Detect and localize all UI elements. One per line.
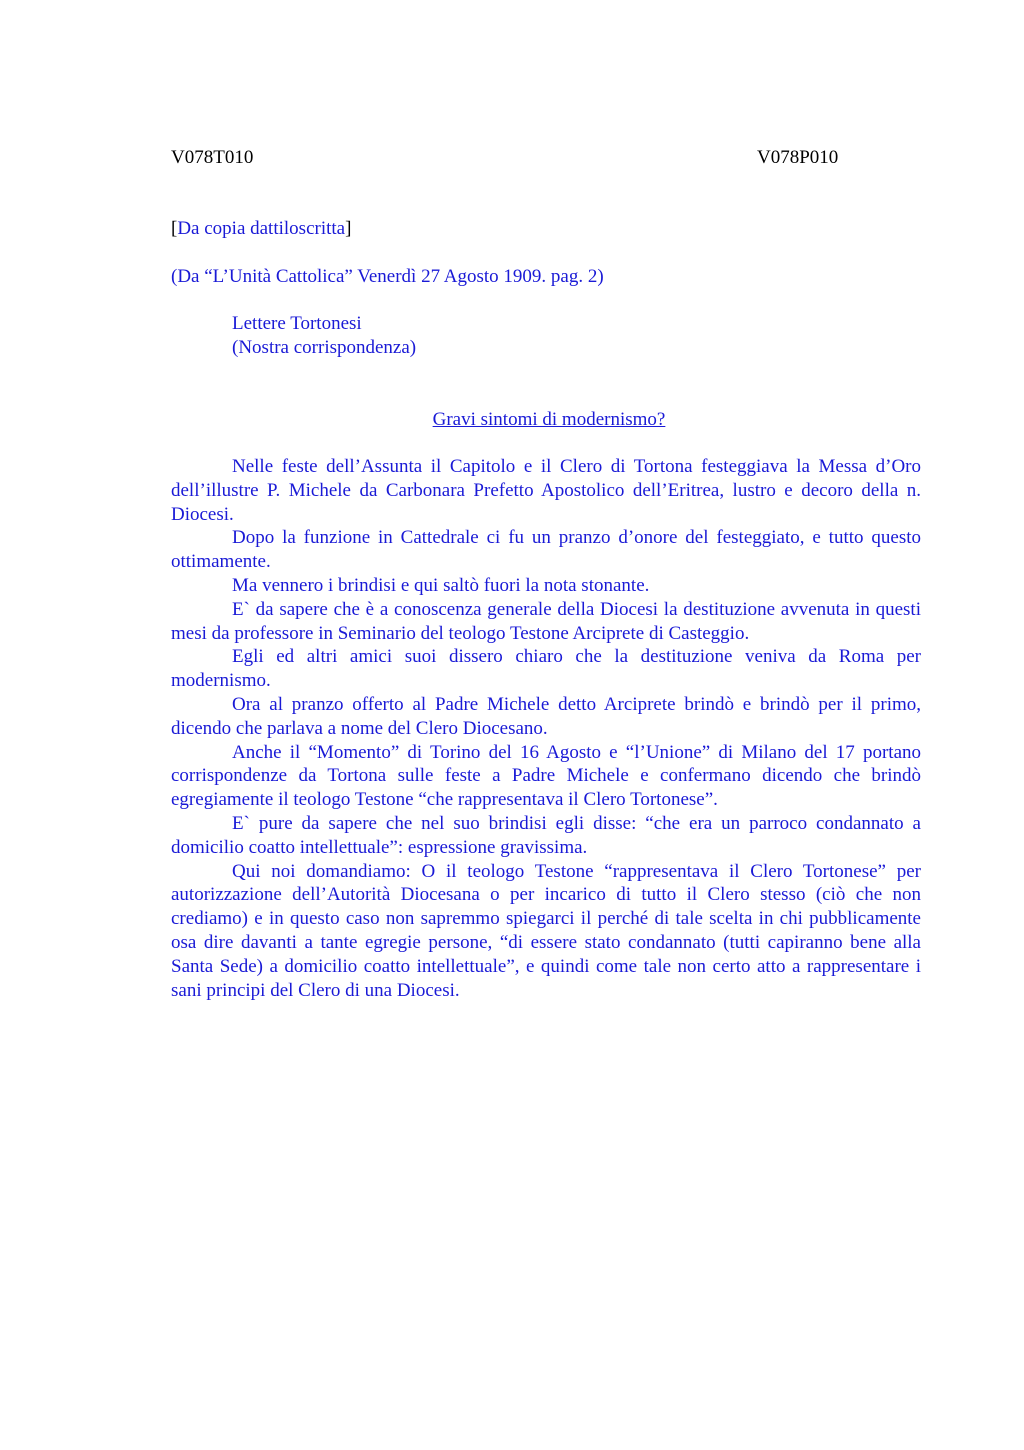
paragraph: E` pure da sapere che nel suo brindisi egli disse: “che era un parroco condannato a domicilio coatto intellettuale”: espressione gravissima.: [171, 812, 921, 858]
section-heading: Lettere Tortonesi: [232, 313, 362, 334]
source-note-text: Da copia dattiloscritta: [177, 218, 346, 239]
section-subheading: (Nostra corrispondenza): [232, 337, 417, 358]
paragraph: E` da sapere che è a conoscenza generale della Diocesi la destituzione avvenuta in questi mesi da professore in Seminario del teologo Testone Arciprete di Casteggio.: [171, 598, 921, 644]
paragraph: Ma vennero i brindisi e qui saltò fuori la nota stonante.: [232, 574, 650, 596]
paragraph: Dopo la funzione in Cattedrale ci fu un pranzo d’onore del festeggiato, e tutto questo ottimamente.: [171, 527, 921, 573]
citation-line: (Da “L’Unità Cattolica” Venerdì 27 Agosto 1909. pag. 2): [171, 266, 604, 287]
paragraph: Qui noi domandiamo: O il teologo Testone “rappresentava il Clero Tortonese” per autorizzazione dell’Autorità Diocesana o per incarico di tutto il Clero stesso (ciò che non crediamo) e in questo caso non sapremmo spiegarci il perché di tale scelta in chi pubblicamente osa dire davanti a tante egregie persone, “di essere stato condannato (tutti capiranno bene alla Santa Sede) a domicilio coatto intellettuale”, e quindi come tale non certo atto a rappresentare i sani principi del Clero di una Diocesi.: [171, 860, 921, 1001]
paragraph: Egli ed altri amici suoi dissero chiaro che la destituzione veniva da Roma per modernismo.: [171, 646, 921, 692]
article-body: [171, 455, 921, 1002]
source-note-close-bracket: ]: [345, 218, 352, 239]
paragraph: Ora al pranzo offerto al Padre Michele detto Arciprete brindò e brindò per il primo, dicendo che parlava a nome del Clero Diocesano.: [171, 693, 921, 739]
document-code-left: V078T010: [171, 147, 254, 168]
paragraph: Nelle feste dell’Assunta il Capitolo e il Clero di Tortona festeggiava la Messa d’Oro dell’illustre P. Michele da Carbonara Prefetto Apostolico dell’Eritrea, lustro e decoro della n. Diocesi.: [171, 456, 921, 525]
source-note-open-bracket: [: [171, 218, 178, 239]
paragraph: Anche il “Momento” di Torino del 16 Agosto e “l’Unione” di Milano del 17 portano corrispondenze da Tortona sulle feste a Padre Michele e confermano dicendo che brindò egregiamente il teologo Testone “che rappresentava il Clero Tortonese”.: [171, 741, 921, 811]
article-title: Gravi sintomi di modernismo?: [432, 409, 666, 430]
source-note: [171, 217, 351, 241]
document-code-right: V078P010: [757, 147, 839, 168]
